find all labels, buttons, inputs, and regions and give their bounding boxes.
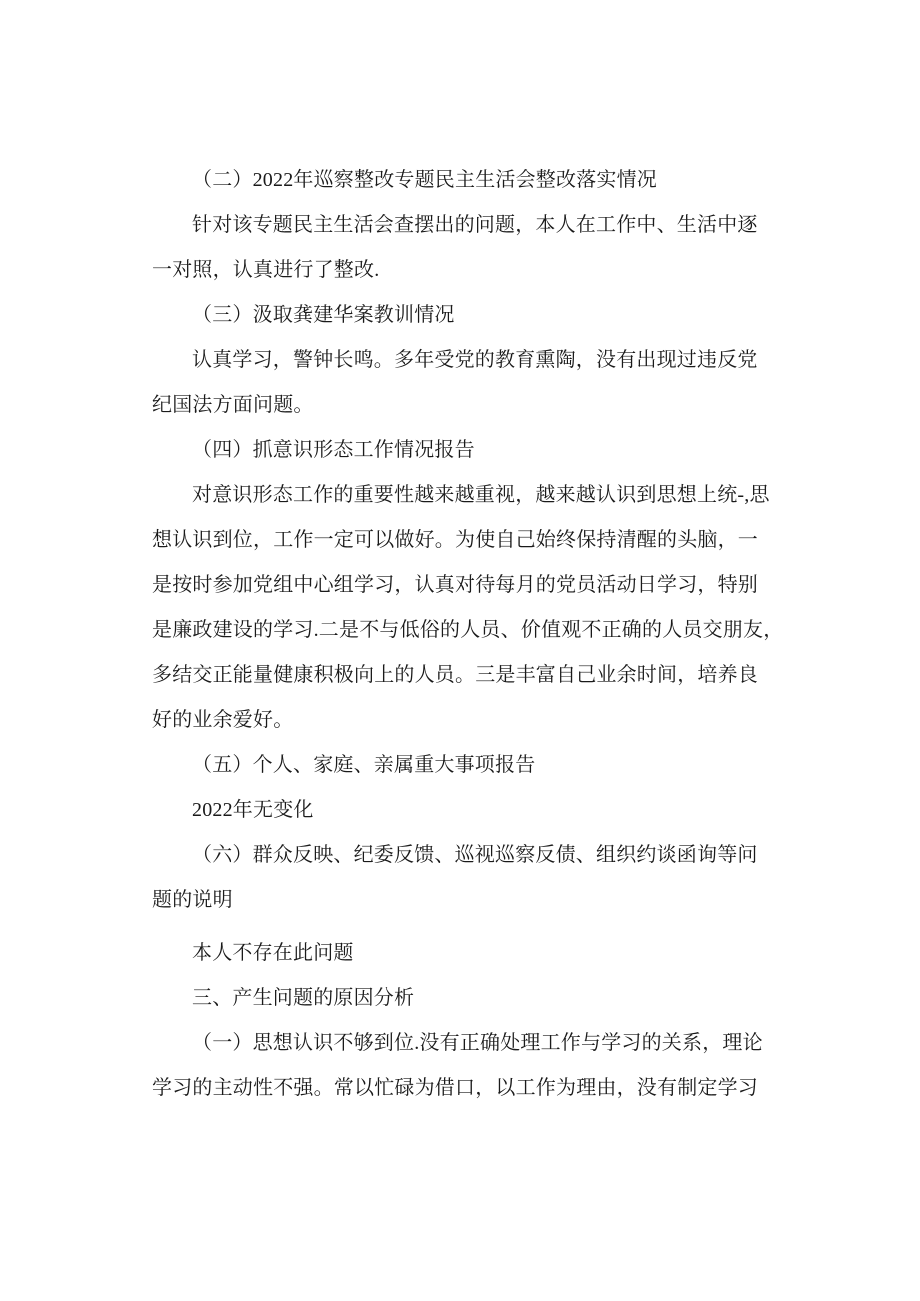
- text-line: 三、产生问题的原因分析: [192, 987, 415, 1009]
- text-line: 是按时参加党组中心组学习，认真对待每月的党员活动日学习，特别: [152, 574, 758, 596]
- text-line: 是廉政建设的学习.二是不与低俗的人员、价值观不正确的人员交朋友，: [152, 619, 784, 641]
- text-line: （五）个人、家庭、亲属重大事项报告: [192, 754, 536, 776]
- text-line: 纪国法方面问题。: [152, 394, 314, 416]
- text-line: 针对该专题民主生活会查摆出的问题，本人在工作中、生活中逐: [192, 214, 758, 236]
- text-line: （三）汲取龚建华案教训情况: [192, 304, 455, 326]
- text-line: （四）抓意识形态工作情况报告: [192, 439, 475, 461]
- text-line: （二）2022年巡察整改专题民主生活会整改落实情况: [192, 169, 657, 191]
- text-line: 题的说明: [152, 889, 233, 911]
- text-line: 对意识形态工作的重要性越来越重视，越来越认识到思想上统-,思: [192, 484, 770, 506]
- text-line: 本人不存在此问题: [192, 942, 354, 964]
- text-line: 好的业余爱好。: [152, 709, 294, 731]
- document-text-block: [152, 158, 784, 1111]
- text-line: 认真学习，警钟长鸣。多年受党的教育熏陶，没有出现过违反党: [192, 349, 758, 371]
- text-line: （一）思想认识不够到位.没有正确处理工作与学习的关系，理论: [192, 1032, 763, 1054]
- text-line: 学习的主动性不强。常以忙碌为借口，以工作为理由，没有制定学习: [152, 1077, 758, 1099]
- text-line: （六）群众反映、纪委反馈、巡视巡察反债、组织约谈函询等问: [192, 844, 758, 866]
- text-line: 多结交正能量健康积极向上的人员。三是丰富自己业余时间，培养良: [152, 664, 758, 686]
- text-line: 2022年无变化: [192, 799, 314, 821]
- text-line: 一对照，认真进行了整改.: [152, 259, 380, 281]
- text-line: 想认识到位，工作一定可以做好。为使自己始终保持清醒的头脑，一: [152, 529, 758, 551]
